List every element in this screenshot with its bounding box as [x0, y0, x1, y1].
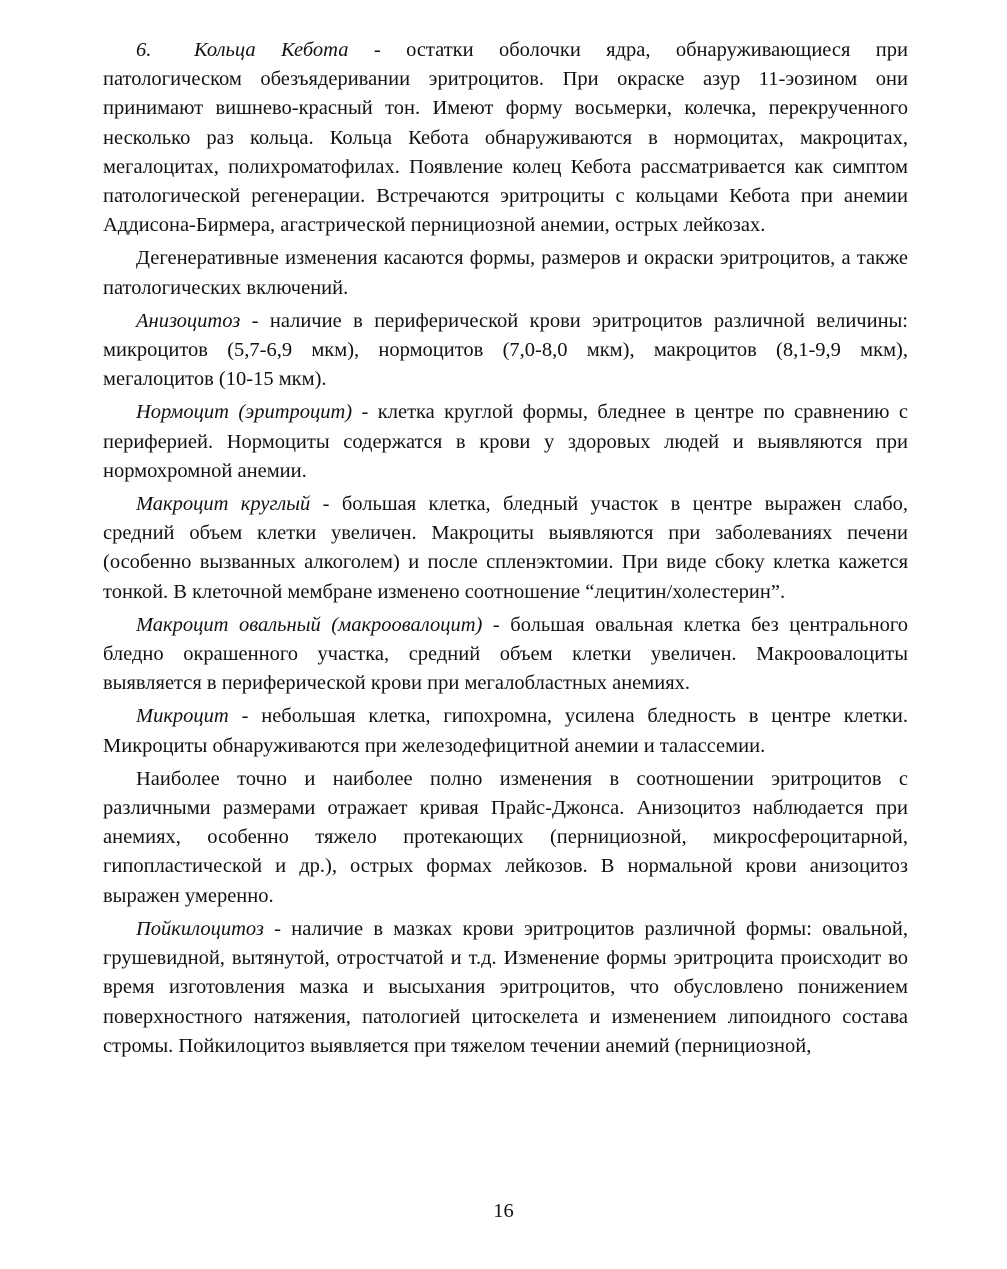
- term-dash: -: [348, 39, 407, 61]
- term-dash: -: [240, 309, 270, 332]
- page-number: 16: [493, 1200, 514, 1222]
- paragraph-round-macrocyte: [103, 490, 908, 607]
- term-dash: -: [263, 917, 292, 940]
- paragraph-oval-macrocyte: [103, 611, 908, 699]
- paragraph-microcyte: [103, 702, 908, 760]
- paragraph-poikilocytosis: [103, 915, 908, 1061]
- paragraph-text: Наиболее точно и наиболее полно изменения в соотношении эритроцитов с различными размерами отражает кривая Прайс-Джонса. Анизоцитоз наблюдается при анемиях, особенно тяжело протекающих (пернициозной, микросфероцитарной, гипопластической и др.), острых формах лейкозов. В нормальной крови анизоцитоз выражен умеренно.: [103, 767, 908, 907]
- paragraph-text: наличие в периферической крови эритроцитов различной величины: микроцитов (5,7-6,9 мкм), нормоцитов (7,0-8,0 мкм), макроцитов (8,1-9,9 мкм), мегалоцитов (10-15 мкм).: [103, 309, 909, 391]
- list-number: 6.: [136, 39, 152, 61]
- paragraph-text: остатки оболочки ядра, обнаруживающиеся при патологическом обезъядеривании эритроцитов. При окраске азур 11-эозином они принимают вишнево-красный тон. Имеют форму восьмерки, колечка, перекрученного несколько раз кольца. Кольца Кебота обнаруживаются в нормоцитах, макроцитах, мегалоцитах, полихроматофилах. Появление колец Кебота рассматривается как симптом патологической регенерации. Встречаются эритроциты с кольцами Кебота при анемии Аддисона-Бирмера, агастрической пернициозной анемии, острых лейкозах.: [103, 39, 908, 237]
- paragraph-text: большая клетка, бледный участок в центре выражен слабо, средний объем клетки увеличен. Макроциты выявляются при заболеваниях печени (особенно вызванных алкоголем) и после спленэктомии. При виде сбоку клетка кажется тонкой. В клеточной мембране изменено соотношение “лецитин/холестерин”.: [103, 493, 908, 603]
- term-dash: -: [352, 401, 378, 424]
- term-microcyte: Микроцит: [136, 705, 229, 728]
- paragraph-degenerative-changes: [103, 244, 908, 302]
- paragraph-anisocytosis: [103, 307, 908, 395]
- paragraph-text: большая овальная клетка без центрального бледно окрашенного участка, средний объем клетки увеличен. Макроовалоциты выявляется в периферической крови при мегалобластных анемиях.: [103, 613, 908, 695]
- paragraph-text: Дегенеративные изменения касаются формы, размеров и окраски эритроцитов, а также патологических включений.: [103, 247, 908, 299]
- term-normocyte: Нормоцит (эритроцит): [136, 401, 353, 424]
- term-dash: -: [482, 613, 511, 636]
- term-round-macrocyte: Макроцит круглый: [136, 493, 311, 516]
- term-anisocytosis: Анизоцитоз: [136, 309, 241, 332]
- paragraph-normocyte: [103, 398, 908, 486]
- document-page: [103, 36, 908, 1065]
- term-dash: -: [310, 493, 342, 516]
- term-oval-macrocyte: Макроцит овальный (макроовалоцит): [136, 613, 483, 636]
- paragraph-cabot-rings: [103, 36, 908, 240]
- term-dash: -: [228, 705, 262, 728]
- paragraph-price-jones: [103, 765, 908, 911]
- paragraph-text: клетка круглой формы, бледнее в центре по сравнению с периферией. Нормоциты содержатся в крови у здоровых людей и выявляются при нормохромной анемии.: [103, 401, 908, 482]
- term-cabot-rings: Кольца Кебота: [194, 39, 349, 61]
- paragraph-text: небольшая клетка, гипохромна, усилена бледность в центре клетки. Микроциты обнаруживаются при железодефицитной анемии и талассемии.: [103, 705, 908, 757]
- paragraph-text: наличие в мазках крови эритроцитов различной формы: овальной, грушевидной, вытянутой, отростчатой и т.д. Изменение формы эритроцита происходит во время изготовления мазка и высыхания эритроцитов, что обусловлено понижением поверхностного натяжения, патологией цитоскелета и изменением липоидного состава стромы. Пойкилоцитоз выявляется при тяжелом течении анемий (пернициозной,: [103, 917, 908, 1057]
- term-poikilocytosis: Пойкилоцитоз: [136, 917, 264, 940]
